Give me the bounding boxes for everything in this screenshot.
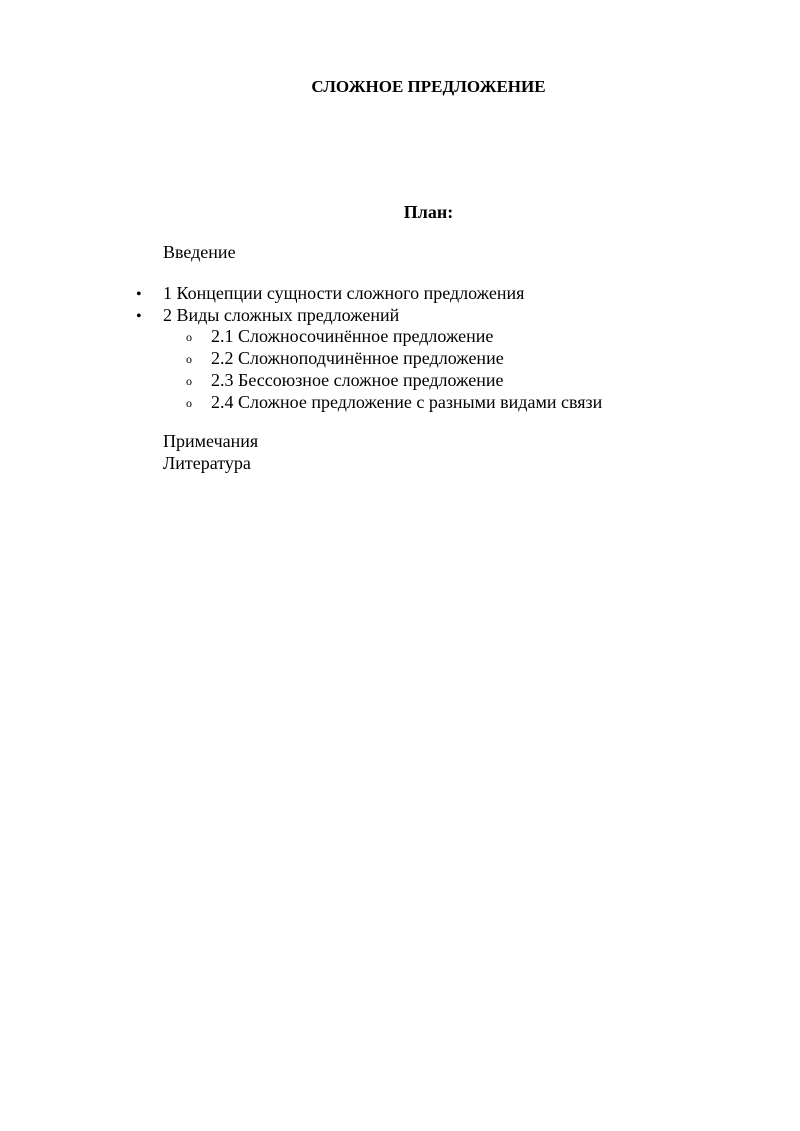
plan-heading: План:	[403, 202, 454, 222]
toc-subitem-2-1	[186, 325, 493, 348]
circle-bullet-icon: o	[186, 352, 192, 366]
toc-item-label: 1 Концепции сущности сложного предложения	[163, 283, 525, 303]
circle-bullet-icon: o	[186, 330, 192, 344]
bullet-icon: •	[136, 286, 142, 303]
toc-subitem-2-4	[186, 391, 602, 414]
toc-subitem-label: 2.3 Бессоюзное сложное предложение	[211, 370, 504, 390]
toc-subitem-label: 2.4 Сложное предложение с разными видами связи	[211, 392, 603, 412]
toc-subitem-2-3	[186, 369, 503, 392]
document-title: СЛОЖНОЕ ПРЕДЛОЖЕНИЕ	[311, 77, 546, 96]
toc-subitem-2-2	[186, 347, 504, 370]
bullet-icon: •	[136, 308, 142, 325]
toc-item-label: 2 Виды сложных предложений	[163, 305, 400, 325]
toc-subitem-label: 2.2 Сложноподчинённое предложение	[211, 348, 504, 368]
circle-bullet-icon: o	[186, 396, 192, 410]
toc-item-section-1	[136, 282, 524, 306]
toc-item-literature: Литература	[163, 453, 251, 473]
toc-item-notes: Примечания	[163, 431, 259, 451]
circle-bullet-icon: o	[186, 374, 192, 388]
toc-subitem-label: 2.1 Сложносочинённое предложение	[211, 326, 494, 346]
toc-item-introduction: Введение	[163, 242, 236, 262]
